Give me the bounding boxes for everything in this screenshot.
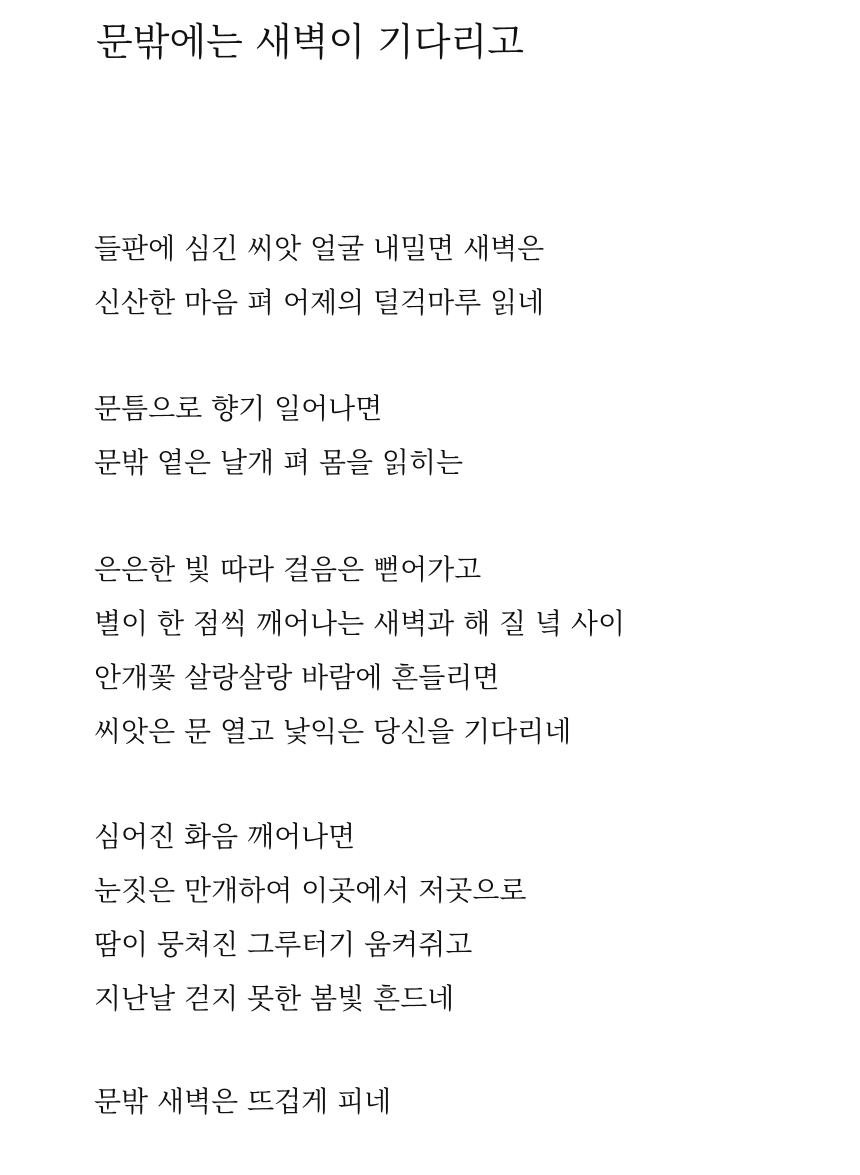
stanza [94, 1075, 391, 1129]
stanza [94, 810, 526, 1026]
stanza [94, 382, 463, 490]
poem-line: 눈짓은 만개하여 이곳에서 저곳으로 [94, 874, 527, 907]
poem-line: 별이 한 점씩 깨어나는 새벽과 해 질 녘 사이 [94, 607, 626, 640]
poem-line: 땀이 뭉쳐진 그루터기 움켜쥐고 [94, 928, 473, 961]
poem-line: 씨앗은 문 열고 낯익은 당신을 기다리네 [94, 715, 572, 748]
poem-title: 문밖에는 새벽이 기다리고 [96, 20, 524, 64]
poem-line: 문밖 옅은 날개 펴 몸을 읽히는 [94, 446, 464, 479]
stanza [94, 222, 544, 330]
stanza [94, 543, 625, 759]
poem-line: 신산한 마음 펴 어제의 덜걱마루 읽네 [94, 286, 545, 319]
poem-line: 문틈으로 향기 일어나면 [94, 392, 383, 425]
poem-line: 은은한 빛 따라 걸음은 뻗어가고 [94, 553, 482, 586]
poem-line: 지난날 걷지 못한 봄빛 흔드네 [94, 982, 455, 1015]
poem-line: 심어진 화음 깨어나면 [94, 820, 356, 853]
poem-line: 안개꽃 살랑살랑 바람에 흔들리면 [94, 661, 500, 694]
poem-line: 문밖 새벽은 뜨겁게 피네 [94, 1085, 392, 1118]
poem-line: 들판에 심긴 씨앗 얼굴 내밀면 새벽은 [94, 232, 545, 265]
